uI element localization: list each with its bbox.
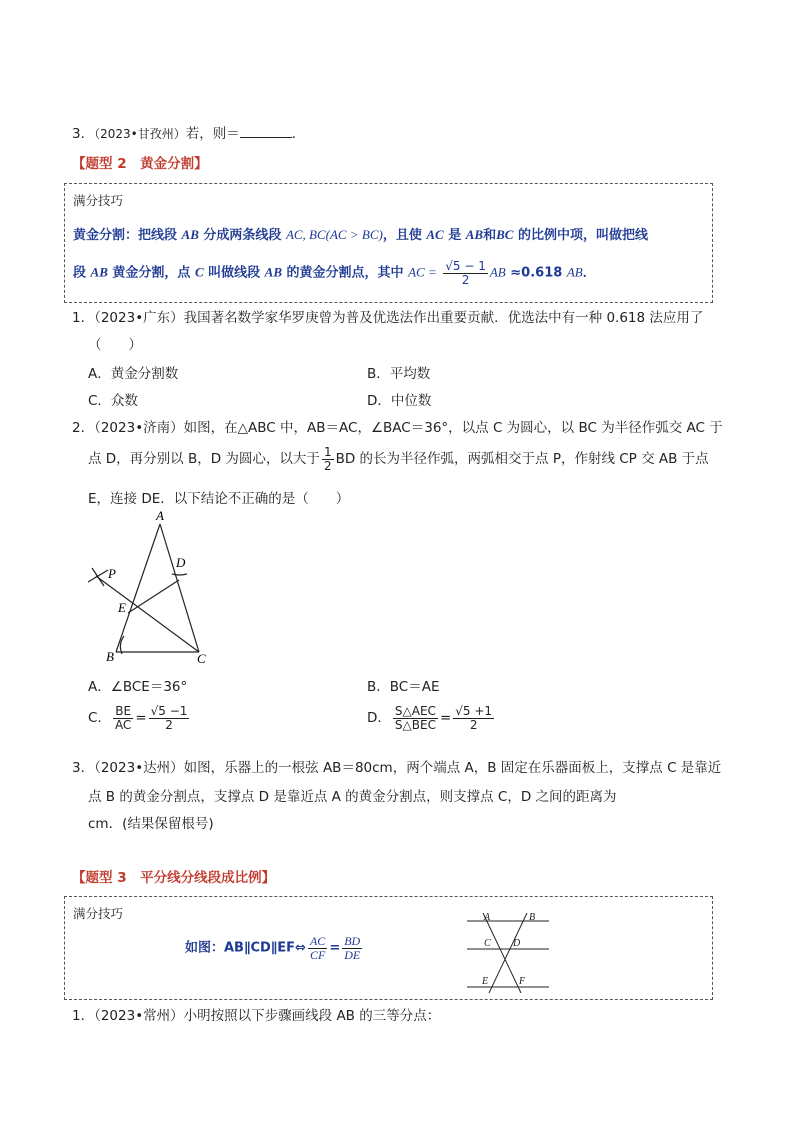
question-1-guangdong: 1．（2023•广东）我国著名数学家华罗庚曾为普及优选法作出重要贡献．优选法中有一种 0.618 法应用了 xyxy=(72,310,704,326)
tip-box-golden-ratio xyxy=(64,183,713,303)
ac-cf-fraction: $\frac{AC}{CF}$ xyxy=(309,934,326,962)
parallel-lines-figure xyxy=(463,911,555,993)
section-heading-golden-ratio: 【题型 2 黄金分割】 xyxy=(72,156,208,172)
triangle-figure xyxy=(84,508,224,668)
sqrt5-plus1-fraction: $\frac{√5 +1}{2}$ xyxy=(455,704,493,732)
q2-option-b[interactable]: B．BC＝AE xyxy=(367,679,440,695)
q2-option-d[interactable]: D． $\frac{\text{S△AEC}}{\text{S△BEC}}$ = $\frac{√5 +1}{2}$ xyxy=(367,704,493,732)
label-c: C xyxy=(197,651,206,666)
parallel-formula: 如图：AB∥CD∥EF⇔ $\frac{AC}{CF}$ = $\frac{BD}{DE}$ xyxy=(185,934,361,962)
q2-option-c[interactable]: C． $\frac{BE}{AC}$ = $\frac{√5 -1}{2}$ xyxy=(88,704,188,732)
section-heading-parallel-lines: 【题型 3 平分线分线段成比例】 xyxy=(72,870,276,886)
label-d: D xyxy=(176,555,186,570)
half-fraction: $\frac{1}{2}$ xyxy=(323,445,332,473)
side-ab xyxy=(116,524,160,652)
q1-option-a[interactable]: A．黄金分割数 xyxy=(88,366,179,382)
label-d: D xyxy=(513,938,521,949)
question-3-line-3: cm．(结果保留根号) xyxy=(88,816,214,832)
area-ratio-fraction: $\frac{\text{S△AEC}}{\text{S△BEC}}$ xyxy=(394,704,436,732)
bd-de-fraction: $\frac{BD}{DE}$ xyxy=(344,934,361,962)
tip-title: 满分技巧 xyxy=(73,193,124,208)
label-c: C xyxy=(484,938,491,949)
transversal-1 xyxy=(483,913,521,993)
label-f: F xyxy=(519,976,526,987)
question-2-line-2: 点 D，再分别以 B，D 为圆心，以大于 $\frac{1}{2}$ BD 的长为半径作弧，两弧相交于点 P，作射线 CP 交 AB 于点 xyxy=(88,445,709,473)
arc-at-p-2 xyxy=(92,568,104,586)
label-a: A xyxy=(156,508,164,523)
label-a: A xyxy=(484,912,491,923)
tip-box-parallel-lines xyxy=(64,896,713,1000)
question-2-jinan: 2．（2023•济南）如图，在△ABC 中，AB＝AC，∠BAC＝36°，以点 C 为圆心，以 BC 为半径作弧交 AC 于 xyxy=(72,420,723,436)
label-b: B xyxy=(529,912,536,923)
question-1-bracket: （ ） xyxy=(88,337,142,353)
golden-ratio-fraction: $\frac{√5 - 1}{2}$ xyxy=(445,259,486,287)
question-1-changzhou: 1．（2023•常州）小明按照以下步骤画线段 AB 的三等分点： xyxy=(72,1008,441,1024)
q1-option-d[interactable]: D．中位数 xyxy=(367,393,432,409)
question-3-dazhou: 3．（2023•达州）如图，乐器上的一根弦 AB＝80cm，两个端点 A，B 固定在乐器面板上，支撑点 C 是靠近 xyxy=(72,760,722,776)
sqrt5-minus1-fraction: $\frac{√5 -1}{2}$ xyxy=(150,704,188,732)
tip-line-1: 黄金分割：把线段 AB 分成两条线段 AC, BC(AC > BC)，且使 AC 是 AB和BC 的比例中项，叫做把线 xyxy=(73,227,648,243)
q2-option-a[interactable]: A．∠BCE＝36° xyxy=(88,679,188,695)
question-3-line-2: 点 B 的黄金分割点，支撑点 D 是靠近点 A 的黄金分割点，则支撑点 C，D 之间的距离为 xyxy=(88,789,617,805)
be-ac-fraction: $\frac{BE}{AC}$ xyxy=(114,704,132,732)
arc-at-d xyxy=(172,574,187,575)
q1-option-c[interactable]: C．众数 xyxy=(88,393,138,409)
label-p: P xyxy=(108,566,116,581)
label-b: B xyxy=(106,649,114,664)
answer-blank[interactable] xyxy=(240,125,292,138)
question-2-line-3: E，连接 DE．以下结论不正确的是（ ） xyxy=(88,491,350,507)
tip-title: 满分技巧 xyxy=(73,906,124,921)
question-3-ganzi: 3．（2023•甘孜州）若，则＝ ． xyxy=(72,126,306,142)
label-e: E xyxy=(482,976,489,987)
q1-option-b[interactable]: B．平均数 xyxy=(367,366,431,382)
ray-cp xyxy=(96,576,199,652)
tip-line-2: 段 AB 黄金分割，点 C 叫做线段 AB 的黄金分割点，其中 AC = $\frac{√5 - 1}{2}$ AB ≈0.618 AB． xyxy=(73,259,596,287)
label-e: E xyxy=(118,600,126,615)
